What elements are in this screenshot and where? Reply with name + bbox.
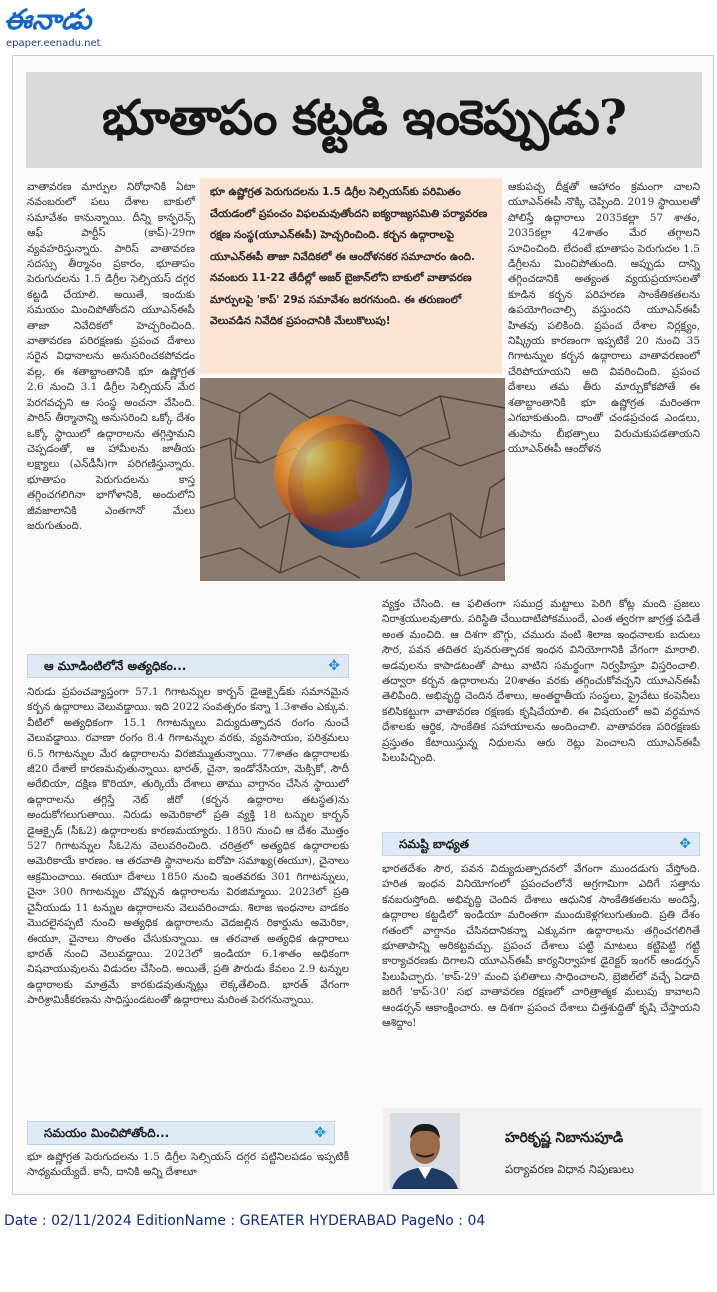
section3-body: భారతదేశం సౌర, పవన విద్యుదుత్పాదనలో వేగంగా ముందడుగు వేస్తోంది. హరిత ఇంధన వినియోగంలో ప్రపంచంలోనే అగ్రగామిగా ఎదిగే సత్తాను కనబరుస్తోంది. అభివృద్ధి చెందిన దేశాలు ఆధునిక సాంకేతికతలను అందిస్తే, ఉద్గారాల కట్టడిలో ఇండియా మరింతగా ముందుకెళ్లగలుగుతుంది. ప్రతి దేశం గతంలో వాగ్దానం చేసినదానికన్నా ఎక్కువగా ఉద్గారాలను తగ్గించగలిగితే భూతాపాన్ని అరికట్టవచ్చు. ప్రపంచ దేశాలు పట్టి మాటలు కట్టిపెట్టి గట్టి కార్యాచరణకు దిగాలని యూఎన్‌ఈపీ కార్యనిర్వాహక డైరెక్టర్‌ ఇంగర్‌ ఆండర్సన్‌ పిలుపిచ్చారు. 'కాప్‌-29' మంచి ఫలితాలు సాధించాలని, బ్రెజిల్‌లో వచ్చే ఏడాది జరిగే 'కాప్‌-30' సభ వాతావరణ రక్షణలో చారిత్రాత్మక మలుపు కావాలని ఆండర్సన్‌ ఆకాంక్షించారు. ఆ దిశగా ప్రపంచ దేశాలు చిత్తశుద్ధితో కృషి చేస్తాయని ఆశిద్దాం! [382,863,700,1030]
section1-body: నిరుడు ప్రపంచవ్యాప్తంగా 57.1 గిగాటన్నుల కార్బన్‌ డైఆక్సైడ్‌కు సమానమైన కర్బన ఉద్గారాలు వెలువడ్డాయి. ఇది 2022 సంవత్సరం కన్నా 1.3శాతం ఎక్కువ. వీటిలో అత్యధికంగా 15.1 గిగాటన్నులు విద్యుదుత్పాదన రంగం నుంచే వెలువడ్డాయి. రవాణా రంగం 8.4 గిగాటన్నుల వరకు, వ్యవసాయం, పరిశ్రమలు 6.5 గిగాటన్నుల మేర ఉద్గారాలను విరజిమ్ముతున్నాయి. 77శాతం ఉద్గారాలకు జీ20 దేశాలే కారణమవుతున్నాయి. భారత్‌, చైనా, ఇండోనేసియా, మెక్సికో, సౌదీ అరేబియా, దక్షిణ కొరియా, తుర్కియే దేశాలు తాము వాగ్దానం చేసిన స్థాయిలో ఉద్గారాలను తగ్గిస్తే నెట్‌ జీరో (కర్బన ఉద్గారాల తటస్థత)ను అందుకోగలుగుతాయి. నిరుడు అమెరికాలో ప్రతి వ్యక్తి 18 టన్నుల కార్బన్‌ డైఆక్సైడ్‌ (సీఓ2) ఉద్గారాలకు కారణమయ్యారు. 1850 నుంచి ఆ దేశం మొత్తం 527 గిగాటన్నుల సీఓ2ను వెలువరించింది. చరిత్రలో అత్యధిక ఉద్గారాలకు అమెరికాయే కారణం. ఆ తరవాతి స్థానాలను ఐరోపా సమాఖ్య(ఈయూ), చైనాలు ఆక్రమించాయి. ఈయూ దేశాలు 1850 నుంచి ఇంతవరకు 301 గిగాటన్నులు, చైనా 300 గిగాటన్నుల చొప్పున ఉద్గారాలను విరజిమ్మాయి. 2023లో ప్రతి చైనీయుడు 11 టన్నుల ఉద్గారాలను వెలువరించాడు. శిలాజ ఇంధనాల వాడకం మొదలైనప్పటి నుంచి అత్యధిక ఉద్గారాలను వెదజల్లిన రికార్డును అమెరికా, ఈయూ, చైనాలు సొంతం చేసుకున్నాయి. ఆ తరవాత అత్యధిక ఉద్గారాలు భారత్‌ నుంచి వెలువడ్డాయి. 2023లో ఇండియా 6.1శాతం అధికంగా విషవాయువులను విడుదల చేసింది. అయితే, ప్రతి పౌరుడు కేవలం 2.9 టన్నుల ఉద్గారాలకు మాత్రమే కారకుడవుతున్నట్లు లెక్కతేలింది. భారత్‌ వేగంగా పారిశ్రామికీకరణను సాధిస్తుండటంతో ఉద్గారాలు మరింత పెరగనున్నాయి. [27,686,349,1007]
article-col3: ఆకుపచ్చ దీక్షతో ఆహారం క్రమంగా చాలని యూఎన్‌ఈపీ నొక్కి చెప్పింది. 2019 స్థాయిలతో పోలిస్తే ఉద్గారాలు 2035కల్లా 57 శాతం, 2035కల్లా 42శాతం మేర తగ్గాలని సూచించింది. లేదంటే భూతాపం పెరుగుదల 1.5 డిగ్రీలను మించిపోతుంది. అప్పుడు దాన్ని తగ్గించడానికి అత్యంత వ్యయప్రయాసలతో కూడిన కర్బన పరిహరణ సాంకేతికతలను ఉపయోగించాల్సి వస్తుందని యూఎన్‌ఈపీ హితవు పలికింది. ప్రపంచ దేశాల నిర్లక్ష్యం, నిష్క్రియ కారణంగా ఇప్పటికే 20 నుంచి 35 గిగాటన్నుల కర్బన ఉద్గారాలు వాతావరణంలో చేరిపోయాయని అది వివరించింది. ప్రపంచ దేశాలు తమ తీరు మార్చుకోకపోతే ఈ శతాబ్దాంతానికి భూ ఉష్ణోగ్రత మరింతగా ఎగబాకుతుంది. దాంతో చండప్రచండ ఎండలు, తుపాను బీభత్సాలు విరుచుకుపడతాయని యూఎన్‌ఈపీ ఆందోళన [508,181,700,455]
diamond-icon: ✥ [328,658,340,674]
article-col1: వాతావరణ మార్పుల నిరోధానికి ఏటా నవంబరులో పలు దేశాల బాకులో సమావేశం కానున్నాయి. దీన్ని కాన్ఫరెన్స్‌ ఆఫ్‌ పార్టీస్‌ (కాప్‌)-29గా వ్యవహరిస్తున్నారు. పారిస్‌ వాతావరణ సదస్సు తీర్మానం ప్రకారం, భూతాపం పెరుగుదలను 1.5 డిగ్రీల సెల్సియస్‌ దగ్గర కట్టడి చేయాలి. అయితే, ఇందుకు సమయం మించిపోతోందని యూఎన్‌ఈపీ తాజా నివేదికలో హెచ్చరించింది. వాతావరణ పరిరక్షణకు ప్రపంచ దేశాలు సరైన విధానాలను అనుసరించకపోవడం వల్ల, ఈ శతాబ్దాంతానికి భూ ఉష్ణోగ్రత 2.6 నుంచి 3.1 డిగ్రీల సెల్సియస్‌ మేర పెరగవచ్చని ఆ సంస్థ అంచనా వేసింది. పారిస్‌ తీర్మానాన్ని అనుసరించి ఒక్కో దేశం ఒక్కో స్థాయిలో ఉద్గారాలను తగ్గిస్తామని చెప్పడంతో, ఆ హామీలను జాతీయ లక్ష్యాలు (ఎన్‌డీసీ)గా పరిగణిస్తున్నారు. భూతాపం పెరుగుదలను కాస్త తగ్గించగలిగినా భాగోళానికి, అందులోని జీవజాలానికి ఎంతగానో మేలు జరుగుతుంది. [27,181,195,532]
diamond-icon: ✥ [314,1125,326,1141]
section-heading-collective-responsibility [382,832,700,856]
article-headline: భూతాపం కట్టడి ఇంకెప్పుడు? [101,90,627,146]
diamond-icon: ✥ [679,836,691,852]
section-heading-text: సమయం మించిపోతోంది... [44,1126,170,1140]
intro-box: భూ ఉష్ణోగ్రత పెరుగుదలను 1.5 డిగ్రీల సెల్సియస్‌కు పరిమితం చేయడంలో ప్రపంచం విఫలమవుతోందని ఐక్యరాజ్యసమితి పర్యావరణ రక్షణ సంస్థ(యూఎన్‌ఈపీ) హెచ్చరించింది. కర్బన ఉద్గారాలపై యూఎన్‌ఈపీ తాజా నివేదికలో ఈ ఆందోళనకర సమాచారం ఉంది. నవంబరు 11-22 తేదీల్లో అజర్‌ బైజాన్‌లోని బాకులో వాతావరణ మార్పులపై 'కాప్‌' 29వ సమావేశం జరగనుంది. ఈ తరుణంలో వెలువడిన నివేదిక ప్రపంచానికి మేలుకొలుపు! [200,178,502,374]
section-heading-text: ఆ మూడింటిలోనే అత్యధికం... [44,659,187,673]
cracked-earth-globe-image [200,378,505,581]
edition-footer: Date : 02/11/2024 EditionName : GREATER HYDERABAD PageNo : 04 [4,1213,486,1229]
eenadu-logo[interactable] [4,2,134,36]
logo-text: ఈనాడు [4,3,92,36]
section-heading-most-emissions [27,654,349,678]
article-wide-paragraph: వ్యక్తం చేసింది. ఆ ఫలితంగా సముద్ర మట్టాలు పెరిగి కోట్ల మంది ప్రజలు నిరాశ్రయులవుతారు. పరిస్థితి చేయిదాటిపోకముందే, ఎంత త్వరగా జాగ్రత్త పడితే అంత మంచిది. ఆ దిశగా బొగ్గు, చమురు వంటి శిలాజ ఇంధనాలకు బదులు సౌర, పవన తదితర పునరుత్పాదక ఇంధన వినియోగానికి వేగంగా మారాలి. అడవులను కాపాడటంతో పాటు వాటిని సమర్థంగా నిర్వహిస్తూ విస్తరించాలి. తద్వారా కర్బన ఉద్గారాలను 20శాతం వరకు తగ్గించుకోవచ్చని యూఎన్‌ఈపీ తెలిపింది. అభివృద్ధి చెందిన దేశాలు, అంతర్జాతీయ సంస్థలు, ప్రైవేటు కంపెనీలు కలిసికట్టుగా వాతావరణ రక్షణకు కృషిచేయాలి. ఈ విషయంలో అవి వర్ధమాన దేశాలకు ఆర్థిక, సాంకేతిక సహాయాలను అందించాలి. వాతావరణ పరిరక్షణకు ప్రస్తుతం కేటాయిస్తున్న నిధులను ఆరు రెట్లు పెంచాలని యూఎన్‌ఈపీ పిలుపిచ్చింది. [382,598,700,765]
site-url[interactable]: epaper.eenadu.net [6,38,101,49]
section2-body: భూ ఉష్ణోగ్రత పెరుగుదలను 1.5 డిగ్రీల సెల్సియస్‌ దగ్గర పట్టినిలపడం ఇప్పటికీ సాధ్యమయ్యేదే. కానీ, దానికి అన్ని దేశాలూ [27,1151,349,1179]
author-role: పర్యావరణ విధాన నిపుణులు [505,1162,635,1176]
author-name: హరికృష్ణ నిబానుపూడి [505,1130,624,1146]
section-heading-time-running-out [27,1121,335,1145]
author-photo [390,1113,460,1189]
section-heading-text: సమష్టి బాధ్యత [399,837,469,851]
